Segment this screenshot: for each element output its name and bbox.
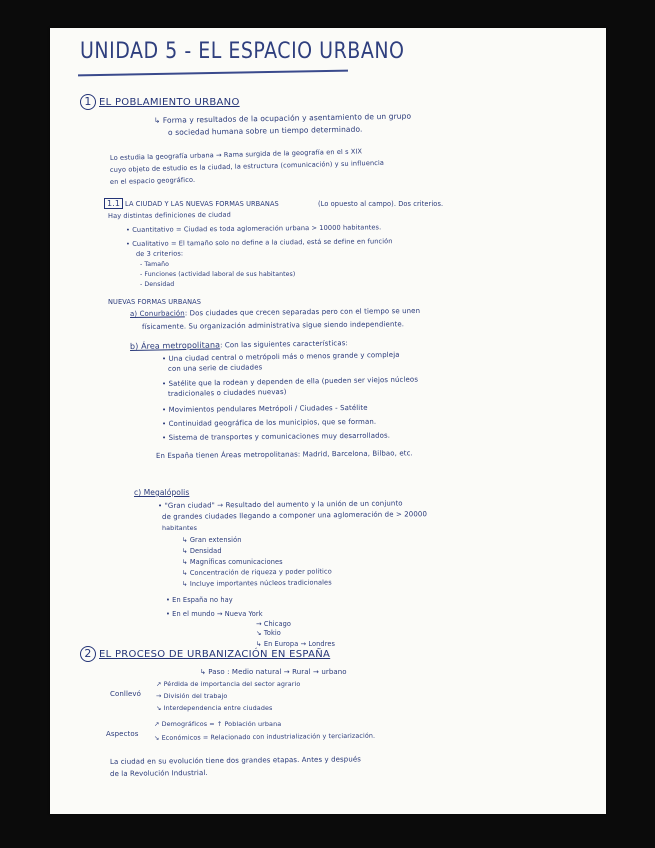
geography-line-1: Lo estudia la geografía urbana → Rama surgida de la geografía en el s XIX — [109, 147, 363, 162]
section-2-heading — [80, 646, 330, 662]
megalopolis-line-2: de grandes ciudades llegando a componer una aglomeración de > 20000 — [161, 510, 428, 521]
new-urban-forms-heading: NUEVAS FORMAS URBANAS — [108, 298, 202, 306]
cuantitativo-criterion: • Cuantitativo = Ciudad es toda aglomeración urbana > 10000 habitantes. — [125, 223, 382, 234]
conllevo-label: Conllevó — [110, 690, 142, 698]
conurbation-line-1 — [130, 307, 420, 318]
section-2-title: EL PROCESO DE URBANIZACIÓN EN ESPAÑA — [99, 649, 331, 660]
definition-line-1: ↳ Forma y resultados de la ocupación y asentamiento de un grupo — [153, 111, 412, 125]
criterion-size: - Tamaño — [140, 261, 170, 268]
aspectos-label: Aspectos — [106, 730, 139, 738]
megalopolis-chicago: → Chicago — [256, 620, 292, 628]
section-2-number: 2 — [80, 646, 96, 662]
metropolitan-area-intro: : Con las siguientes características: — [220, 339, 348, 350]
metro-feature-2b: tradicionales o ciudades nuevas) — [167, 387, 287, 398]
geography-line-3: en el espacio geográfico. — [109, 175, 196, 186]
metro-spain-examples: En España tienen Áreas metropolitanas: Madrid, Barcelona, Bilbao, etc. — [155, 449, 413, 460]
criterion-density: - Densidad — [140, 281, 175, 288]
megalopolis-tokio: ↘ Tokio — [256, 629, 281, 637]
metro-feature-4: • Continuidad geográfica de los municipios, que se forman. — [161, 417, 377, 428]
aspect-economic: ↘ Económicos = Relacionado con industrialización y terciarización. — [153, 731, 376, 742]
cualitativo-criterion-line-2: de 3 criterios: — [135, 249, 184, 258]
megalopolis-line-1: • "Gran ciudad" → Resultado del aumento y la unión de un conjunto — [157, 499, 403, 510]
subsection-1-1-line-2: Hay distintas definiciones de ciudad — [107, 210, 231, 220]
conllevo-3: ↘ Interdependencia entre ciudades — [156, 704, 273, 712]
closing-line-1: La ciudad en su evolución tiene dos grandes etapas. Antes y después — [109, 755, 362, 766]
subsection-1-1-number: 1.1 — [104, 198, 123, 209]
notebook-page — [50, 28, 606, 814]
conurbation-label: a) Conurbación — [129, 309, 185, 318]
megalopolis-trait-4: ↳ Concentración de riqueza y poder político — [181, 567, 332, 577]
megalopolis-london: ↳ En Europa → Londres — [256, 640, 336, 648]
aspect-demographic: ↗ Demográficos = ↑ Población urbana — [154, 720, 282, 728]
metropolitan-area-label: b) Área metropolitana — [129, 340, 221, 351]
megalopolis-trait-2: ↳ Densidad — [182, 547, 222, 555]
megalopolis-line-3: habitantes — [162, 524, 198, 532]
conurbation-line-2: físicamente. Su organización administrativa sigue siendo independiente. — [141, 320, 405, 331]
conllevo-2: → División del trabajo — [156, 692, 228, 700]
subsection-1-1-heading — [104, 198, 279, 209]
subsection-1-1-title: LA CIUDAD Y LAS NUEVAS FORMAS URBANAS — [125, 200, 279, 208]
title-underline — [78, 70, 348, 76]
subsection-1-1-line-1: (Lo opuesto al campo). Dos criterios. — [318, 200, 444, 208]
metro-feature-1b: con una serie de ciudades — [167, 363, 263, 373]
metro-feature-2a: • Satélite que la rodean y dependen de ella (pueden ser viejos núcleos — [161, 375, 419, 388]
cualitativo-criterion-line-1: • Cualitativo = El tamaño solo no define a la ciudad, está se define en función — [125, 237, 393, 248]
process-step: ↳ Paso : Medio natural → Rural → urbano — [200, 668, 347, 676]
megalopolis-spain: • En España no hay — [166, 596, 233, 604]
metro-feature-3: • Movimientos pendulares Metrópoli / Ciudades - Satélite — [161, 403, 368, 414]
megalopolis-world: • En el mundo → Nueva York — [166, 610, 263, 618]
closing-line-2: de la Revolución Industrial. — [109, 768, 208, 778]
section-1-number: 1 — [80, 94, 96, 110]
section-1-heading — [80, 94, 240, 110]
megalopolis-label: c) Megalópolis — [134, 488, 190, 497]
section-1-title: EL POBLAMIENTO URBANO — [99, 97, 240, 108]
geography-line-2: cuyo objeto de estudio es la ciudad, la estructura (comunicación) y su influencia — [109, 158, 385, 174]
megalopolis-trait-3: ↳ Magníficas comunicaciones — [182, 558, 283, 566]
definition-line-2: o sociedad humana sobre un tiempo determinado. — [167, 124, 363, 137]
metro-feature-1a: • Una ciudad central o metrópoli más o menos grande y compleja — [161, 350, 400, 363]
criterion-functions: - Funciones (actividad laboral de sus habitantes) — [140, 271, 296, 278]
conllevo-1: ↗ Pérdida de importancia del sector agrario — [156, 680, 301, 688]
megalopolis-trait-1: ↳ Gran extensión — [182, 536, 242, 544]
conurbation-text: : Dos ciudades que crecen separadas pero con el tiempo se unen — [184, 306, 421, 318]
metropolitan-area-line — [130, 338, 348, 351]
megalopolis-trait-5: ↳ Incluye importantes núcleos tradicionales — [181, 578, 332, 588]
page-title: UNIDAD 5 - EL ESPACIO URBANO — [80, 38, 405, 64]
metro-feature-5: • Sistema de transportes y comunicaciones muy desarrollados. — [161, 431, 391, 442]
